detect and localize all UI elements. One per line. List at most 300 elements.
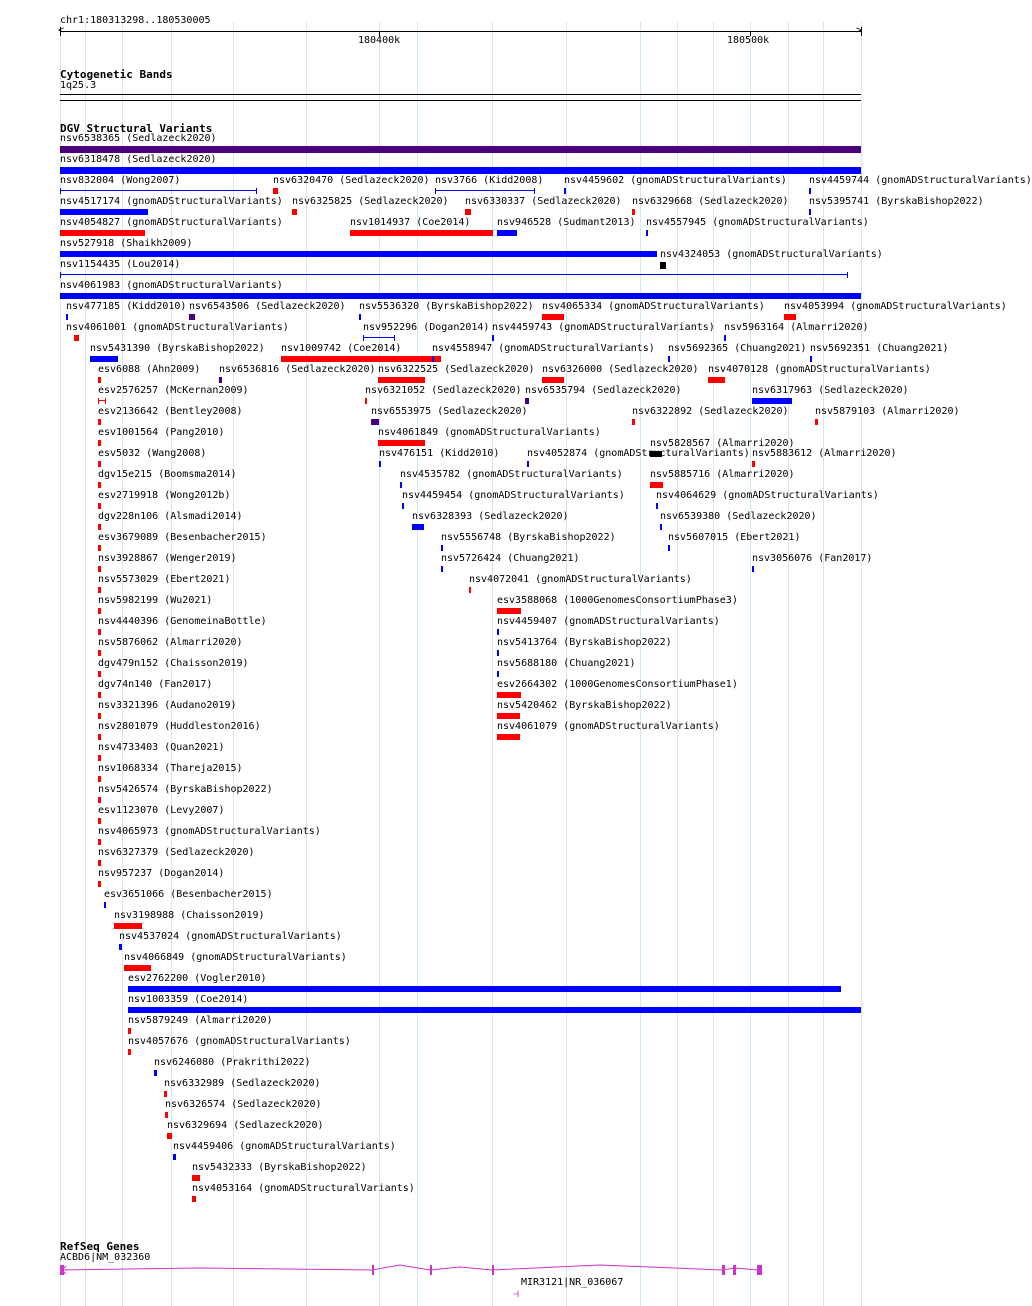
- variant-label[interactable]: nsv4459454 (gnomADStructuralVariants): [402, 490, 625, 501]
- variant-bar[interactable]: [542, 314, 564, 320]
- variant-study: gnomADStructuralVariants: [856, 301, 1001, 312]
- variant-label[interactable]: nsv4537024 (gnomADStructuralVariants): [119, 931, 342, 942]
- variant-bar[interactable]: [660, 524, 662, 530]
- variant-label[interactable]: nsv477185 (Kidd2010): [66, 301, 187, 312]
- variant-bar[interactable]: [668, 545, 670, 551]
- gene-exon: [372, 1265, 374, 1275]
- variant-bar[interactable]: [60, 167, 861, 174]
- variant-line-end: [847, 272, 848, 278]
- variant-label[interactable]: nsv6326574 (Sedlazeck2020): [165, 1099, 322, 1110]
- variant-study: gnomADStructuralVariants: [728, 490, 873, 501]
- variant-bar[interactable]: [98, 650, 101, 656]
- variant-label[interactable]: nsv4459407 (gnomADStructuralVariants): [497, 616, 720, 627]
- variant-study: Kidd2008: [489, 175, 538, 186]
- variant-label[interactable]: nsv5963164 (Almarri2020): [724, 322, 869, 333]
- variant-bar[interactable]: [359, 314, 361, 320]
- variant-label[interactable]: nsv5692365 (Chuang2021): [668, 343, 807, 354]
- gene-label[interactable]: ACBD6|NM_032360: [60, 1252, 151, 1263]
- variant-study: gnomADStructuralVariants: [132, 217, 277, 228]
- variant-line-end: [394, 335, 395, 341]
- variant-bar[interactable]: [98, 608, 101, 614]
- variant-label[interactable]: nsv5828567 (Almarri2020): [650, 438, 795, 449]
- ruler-arrow-left-icon: <: [58, 25, 65, 36]
- variant-id: nsv4535782: [400, 469, 461, 480]
- variant-bar[interactable]: [98, 482, 101, 488]
- variant-label[interactable]: nsv4070128 (gnomADStructuralVariants): [708, 364, 931, 375]
- variant-label[interactable]: esv2719918 (Wong2012b): [98, 490, 231, 501]
- variant-bar[interactable]: [90, 356, 118, 362]
- variant-bar[interactable]: [66, 314, 68, 320]
- variant-line[interactable]: [435, 190, 535, 191]
- variant-line-end: [363, 335, 364, 341]
- variant-bar[interactable]: [98, 797, 101, 803]
- variant-bar[interactable]: [815, 419, 818, 425]
- variant-label[interactable]: esv3679089 (Besenbacher2015): [98, 532, 267, 543]
- variant-id: nsv4440396: [98, 616, 159, 627]
- variant-label[interactable]: nsv5395741 (ByrskaBishop2022): [809, 196, 984, 207]
- variant-study: Almarri2020: [824, 448, 891, 459]
- variant-bar[interactable]: [497, 629, 499, 635]
- variant-bar[interactable]: [128, 1049, 131, 1055]
- variant-label[interactable]: nsv6328393 (Sedlazeck2020): [412, 511, 569, 522]
- variant-id: nsv832004: [60, 175, 115, 186]
- variant-bar[interactable]: [154, 1070, 157, 1076]
- variant-label[interactable]: nsv5876062 (Almarri2020): [98, 637, 243, 648]
- variant-bar[interactable]: [98, 377, 101, 383]
- variant-label[interactable]: nsv4733403 (Quan2021): [98, 742, 225, 753]
- variant-bar[interactable]: [60, 293, 861, 299]
- gene-exon: [430, 1265, 432, 1275]
- variant-label[interactable]: nsv3198988 (Chaisson2019): [114, 910, 265, 921]
- variant-id: nsv6553975: [371, 406, 432, 417]
- variant-bar[interactable]: [525, 398, 529, 404]
- variant-label[interactable]: nsv6317963 (Sedlazeck2020): [752, 385, 909, 396]
- variant-label[interactable]: nsv4061983 (gnomADStructuralVariants): [60, 280, 283, 291]
- variant-bar[interactable]: [497, 650, 499, 656]
- variant-label[interactable]: nsv5607015 (Ebert2021): [668, 532, 801, 543]
- variant-label[interactable]: nsv6329694 (Sedlazeck2020): [167, 1120, 324, 1131]
- variant-study: Almarri2020: [887, 406, 954, 417]
- variant-study: ByrskaBishop2022: [162, 343, 259, 354]
- variant-label[interactable]: esv1001564 (Pang2010): [98, 427, 225, 438]
- variant-bar[interactable]: [350, 230, 493, 236]
- variant-id: nsv6538365: [60, 133, 121, 144]
- variant-label[interactable]: nsv6246080 (Prakrithi2022): [154, 1057, 311, 1068]
- variant-label[interactable]: nsv4061001 (gnomADStructuralVariants): [66, 322, 289, 333]
- variant-label[interactable]: nsv4061849 (gnomADStructuralVariants): [378, 427, 601, 438]
- variant-bar[interactable]: [412, 524, 424, 530]
- variant-id: nsv477185: [66, 301, 121, 312]
- variant-label[interactable]: nsv6332989 (Sedlazeck2020): [164, 1078, 321, 1089]
- variant-label[interactable]: nsv5431390 (ByrskaBishop2022): [90, 343, 265, 354]
- variant-label[interactable]: nsv4440396 (GenomeinaBottle): [98, 616, 267, 627]
- variant-bar[interactable]: [810, 356, 812, 362]
- variant-bar[interactable]: [441, 566, 443, 572]
- variant-label[interactable]: nsv6320470 (Sedlazeck2020): [273, 175, 430, 186]
- variant-label[interactable]: nsv5426574 (ByrskaBishop2022): [98, 784, 273, 795]
- variant-bar[interactable]: [192, 1175, 200, 1181]
- variant-bar[interactable]: [60, 251, 657, 257]
- variant-study: gnomADStructuralVariants: [718, 217, 863, 228]
- variant-label[interactable]: esv3588068 (1000GenomesConsortiumPhase3): [497, 595, 738, 606]
- variant-bar[interactable]: [650, 482, 663, 488]
- variant-label[interactable]: nsv5726424 (Chuang2021): [441, 553, 580, 564]
- variant-id: nsv4065973: [98, 826, 159, 837]
- variant-bar[interactable]: [497, 671, 499, 677]
- variant-label[interactable]: nsv4459602 (gnomADStructuralVariants): [564, 175, 787, 186]
- variant-bar[interactable]: [400, 482, 402, 488]
- variant-bar[interactable]: [809, 188, 811, 194]
- variant-id: nsv6325825: [292, 196, 353, 207]
- variant-id: esv3588068: [497, 595, 558, 606]
- variant-id: nsv4733403: [98, 742, 159, 753]
- variant-id: esv3651066: [104, 889, 165, 900]
- variant-bar[interactable]: [784, 314, 796, 320]
- variant-label[interactable]: nsv1154435 (Lou2014): [60, 259, 181, 270]
- variant-label[interactable]: nsv4459743 (gnomADStructuralVariants): [492, 322, 715, 333]
- variant-label[interactable]: esv3651066 (Besenbacher2015): [104, 889, 273, 900]
- variant-label[interactable]: nsv4558947 (gnomADStructuralVariants): [432, 343, 655, 354]
- variant-bar[interactable]: [98, 671, 101, 677]
- variant-bar[interactable]: [173, 1154, 176, 1160]
- variant-id: esv2719918: [98, 490, 159, 501]
- gene-exon: [492, 1265, 494, 1275]
- variant-label[interactable]: nsv1009742 (Coe2014): [281, 343, 402, 354]
- variant-study: Ebert2021: [740, 532, 795, 543]
- variant-label[interactable]: nsv4065334 (gnomADStructuralVariants): [542, 301, 765, 312]
- variant-id: nsv5828567: [650, 438, 711, 449]
- variant-bar[interactable]: [98, 713, 101, 719]
- variant-bar[interactable]: [752, 566, 754, 572]
- variant-label[interactable]: nsv6539380 (Sedlazeck2020): [660, 511, 817, 522]
- variant-label[interactable]: esv6088 (Ahn2009): [98, 364, 201, 375]
- variant-study: gnomADStructuralVariants: [636, 175, 781, 186]
- variant-bar[interactable]: [273, 188, 278, 194]
- variant-label[interactable]: nsv5420462 (ByrskaBishop2022): [497, 700, 672, 711]
- variant-id: nsv5688180: [497, 658, 558, 669]
- variant-bar[interactable]: [292, 209, 297, 215]
- variant-label[interactable]: nsv832004 (Wong2007): [60, 175, 181, 186]
- variant-label[interactable]: nsv3928867 (Wenger2019): [98, 553, 237, 564]
- variant-id: nsv5876062: [98, 637, 159, 648]
- variant-bar[interactable]: [167, 1133, 172, 1139]
- variant-label[interactable]: nsv6322525 (Sedlazeck2020): [378, 364, 535, 375]
- variant-bar[interactable]: [98, 461, 101, 467]
- variant-study: 1000GenomesConsortiumPhase3: [569, 595, 732, 606]
- variant-bar[interactable]: [378, 377, 425, 383]
- variant-study: gnomADStructuralVariants: [264, 1183, 409, 1194]
- variant-study: gnomADStructuralVariants: [200, 1036, 345, 1047]
- variant-study: Sedlazeck2020: [132, 133, 211, 144]
- variant-bar[interactable]: [98, 881, 101, 887]
- variant-bar[interactable]: [564, 188, 566, 194]
- variant-label[interactable]: nsv4053994 (gnomADStructuralVariants): [784, 301, 1007, 312]
- variant-label[interactable]: nsv4535782 (gnomADStructuralVariants): [400, 469, 623, 480]
- variant-id: nsv4064629: [656, 490, 717, 501]
- variant-study: Sedlazeck2020: [291, 364, 370, 375]
- gene-exon: [733, 1265, 736, 1275]
- variant-label[interactable]: nsv5413764 (ByrskaBishop2022): [497, 637, 672, 648]
- variant-label[interactable]: nsv6536816 (Sedlazeck2020): [219, 364, 376, 375]
- variant-bar[interactable]: [656, 503, 658, 509]
- variant-label[interactable]: nsv6535794 (Sedlazeck2020): [525, 385, 682, 396]
- variant-label[interactable]: nsv6325825 (Sedlazeck2020): [292, 196, 449, 207]
- variant-bar[interactable]: [527, 461, 529, 467]
- variant-label[interactable]: nsv6330337 (Sedlazeck2020): [465, 196, 622, 207]
- variant-bar[interactable]: [98, 545, 101, 551]
- cytoband-label[interactable]: 1q25.3: [60, 80, 97, 91]
- variant-id: nsv5556748: [441, 532, 502, 543]
- variant-label[interactable]: nsv4053164 (gnomADStructuralVariants): [192, 1183, 415, 1194]
- variant-label[interactable]: dgv479n152 (Chaisson2019): [98, 658, 249, 669]
- variant-id: nsv5692351: [810, 343, 871, 354]
- variant-label[interactable]: nsv5885716 (Almarri2020): [650, 469, 795, 480]
- variant-study: ByrskaBishop2022: [881, 196, 978, 207]
- variant-bar[interactable]: [119, 944, 122, 950]
- variant-bar[interactable]: [98, 440, 101, 446]
- variant-bar[interactable]: [98, 839, 101, 845]
- variant-bar[interactable]: [379, 461, 381, 467]
- variant-label[interactable]: nsv4065973 (gnomADStructuralVariants): [98, 826, 321, 837]
- variant-label[interactable]: nsv4061079 (gnomADStructuralVariants): [497, 721, 720, 732]
- variant-id: nsv4065334: [542, 301, 603, 312]
- variant-id: nsv5982199: [98, 595, 159, 606]
- variant-study: ByrskaBishop2022: [431, 301, 528, 312]
- variant-label[interactable]: nsv1003359 (Coe2014): [128, 994, 249, 1005]
- variant-bar[interactable]: [371, 419, 379, 425]
- variant-label[interactable]: nsv476151 (Kidd2010): [379, 448, 500, 459]
- variant-bar[interactable]: [98, 755, 101, 761]
- variant-id: nsv5536320: [359, 301, 420, 312]
- variant-line[interactable]: [60, 274, 848, 275]
- variant-bar[interactable]: [98, 818, 101, 824]
- variant-label[interactable]: nsv5573029 (Ebert2021): [98, 574, 231, 585]
- variant-id: nsv6317963: [752, 385, 813, 396]
- variant-label[interactable]: nsv5883612 (Almarri2020): [752, 448, 897, 459]
- variant-bar[interactable]: [497, 734, 520, 740]
- variant-study: gnomADStructuralVariants: [881, 175, 1026, 186]
- grid-line: [640, 22, 641, 1306]
- variant-label[interactable]: nsv5982199 (Wu2021): [98, 595, 213, 606]
- variant-bar[interactable]: [98, 524, 101, 530]
- gene-intron-line: [60, 1265, 758, 1270]
- variant-bar[interactable]: [497, 608, 521, 614]
- variant-id: nsv4557945: [646, 217, 707, 228]
- variant-id: nsv4072041: [469, 574, 530, 585]
- variant-id: nsv4459743: [492, 322, 553, 333]
- variant-bar[interactable]: [60, 209, 148, 215]
- variant-bar[interactable]: [497, 713, 520, 719]
- variant-bar[interactable]: [432, 356, 434, 362]
- variant-bar[interactable]: [98, 419, 101, 425]
- variant-label[interactable]: nsv5536320 (ByrskaBishop2022): [359, 301, 534, 312]
- variant-study: Almarri2020: [200, 1015, 267, 1026]
- variant-bar[interactable]: [492, 335, 494, 341]
- variant-label[interactable]: nsv1014937 (Coe2014): [350, 217, 471, 228]
- variant-bar[interactable]: [465, 209, 471, 215]
- variant-bar[interactable]: [660, 262, 666, 269]
- variant-bar[interactable]: [164, 1091, 167, 1097]
- variant-study: Sedlazeck2020: [704, 196, 783, 207]
- variant-label[interactable]: nsv946528 (Sudmant2013): [497, 217, 636, 228]
- variant-id: nsv4537024: [119, 931, 180, 942]
- variant-bar[interactable]: [668, 356, 670, 362]
- variant-label[interactable]: nsv6538365 (Sedlazeck2020): [60, 133, 217, 144]
- mir-strand-arrow-icon[interactable]: ⊣: [513, 1289, 520, 1300]
- variant-id: dgv74n140: [98, 679, 153, 690]
- variant-bar[interactable]: [98, 566, 101, 572]
- variant-bar[interactable]: [128, 1007, 861, 1013]
- variant-bar[interactable]: [74, 335, 79, 341]
- variant-bar[interactable]: [104, 902, 106, 908]
- variant-bar[interactable]: [632, 419, 635, 425]
- gene-label[interactable]: MIR3121|NR_036067: [521, 1277, 624, 1288]
- variant-label[interactable]: nsv4459744 (gnomADStructuralVariants): [809, 175, 1032, 186]
- variant-study: Sedlazeck2020: [614, 364, 693, 375]
- variant-bar[interactable]: [646, 230, 648, 236]
- variant-label[interactable]: nsv5879103 (Almarri2020): [815, 406, 960, 417]
- variant-bar[interactable]: [708, 377, 725, 383]
- variant-id: nsv6328393: [412, 511, 473, 522]
- variant-study: Chuang2021: [740, 343, 801, 354]
- gene-model-acbd6[interactable]: [0, 1256, 890, 1286]
- variant-bar[interactable]: [128, 1028, 131, 1034]
- variant-label[interactable]: nsv5879249 (Almarri2020): [128, 1015, 273, 1026]
- variant-line[interactable]: [60, 190, 257, 191]
- variant-id: nsv4459454: [402, 490, 463, 501]
- variant-label[interactable]: dgv15e215 (Boomsma2014): [98, 469, 237, 480]
- variant-label[interactable]: nsv3321396 (Audano2019): [98, 700, 237, 711]
- variant-label[interactable]: esv2136642 (Bentley2008): [98, 406, 243, 417]
- variant-id: nsv5573029: [98, 574, 159, 585]
- variant-label[interactable]: esv5032 (Wang2008): [98, 448, 207, 459]
- variant-bar[interactable]: [98, 734, 101, 740]
- variant-study: ByrskaBishop2022: [513, 532, 610, 543]
- variant-label[interactable]: nsv952296 (Dogan2014): [363, 322, 490, 333]
- variant-bar[interactable]: [98, 692, 101, 698]
- variant-label[interactable]: nsv4557945 (gnomADStructuralVariants): [646, 217, 869, 228]
- variant-bar[interactable]: [98, 776, 101, 782]
- variant-line-end: [98, 398, 99, 404]
- variant-label[interactable]: esv2762200 (Vogler2010): [128, 973, 267, 984]
- variant-label[interactable]: nsv5692351 (Chuang2021): [810, 343, 949, 354]
- variant-bar[interactable]: [192, 1196, 196, 1202]
- variant-label[interactable]: dgv228n106 (Alsmadi2014): [98, 511, 243, 522]
- variant-label[interactable]: nsv4057676 (gnomADStructuralVariants): [128, 1036, 351, 1047]
- variant-id: nsv5431390: [90, 343, 151, 354]
- variant-label[interactable]: nsv6543506 (Sedlazeck2020): [189, 301, 346, 312]
- variant-bar[interactable]: [809, 209, 811, 215]
- variant-id: nsv957237: [98, 868, 153, 879]
- variant-line-end: [60, 188, 61, 194]
- variant-label[interactable]: nsv4517174 (gnomADStructuralVariants): [60, 196, 283, 207]
- variant-bar[interactable]: [378, 440, 425, 446]
- variant-label[interactable]: nsv6318478 (Sedlazeck2020): [60, 154, 217, 165]
- variant-bar[interactable]: [497, 692, 521, 698]
- variant-label[interactable]: esv1123070 (Levy2007): [98, 805, 225, 816]
- variant-id: esv1001564: [98, 427, 159, 438]
- variant-label[interactable]: nsv4052874 (gnomADStructuralVariants): [527, 448, 750, 459]
- variant-bar[interactable]: [114, 923, 142, 929]
- variant-label[interactable]: nsv527918 (Shaikh2009): [60, 238, 193, 249]
- grid-line: [306, 22, 307, 1306]
- variant-id: nsv6326000: [542, 364, 603, 375]
- variant-bar[interactable]: [752, 398, 792, 404]
- cytoband-bar-bottom: [60, 100, 861, 101]
- variant-label[interactable]: nsv4072041 (gnomADStructuralVariants): [469, 574, 692, 585]
- variant-bar[interactable]: [219, 377, 222, 383]
- variant-label[interactable]: esv2576257 (McKernan2009): [98, 385, 249, 396]
- variant-label[interactable]: nsv6329668 (Sedlazeck2020): [632, 196, 789, 207]
- variant-label[interactable]: nsv5688180 (Chuang2021): [497, 658, 636, 669]
- variant-bar[interactable]: [128, 986, 841, 992]
- variant-bar[interactable]: [469, 587, 471, 593]
- variant-id: esv5032: [98, 448, 141, 459]
- variant-label[interactable]: nsv4054827 (gnomADStructuralVariants): [60, 217, 283, 228]
- variant-label[interactable]: nsv6321052 (Sedlazeck2020): [365, 385, 522, 396]
- variant-label[interactable]: nsv4459406 (gnomADStructuralVariants): [173, 1141, 396, 1152]
- variant-label[interactable]: nsv6553975 (Sedlazeck2020): [371, 406, 528, 417]
- variant-id: nsv4558947: [432, 343, 493, 354]
- variant-bar[interactable]: [98, 629, 101, 635]
- variant-label[interactable]: nsv957237 (Dogan2014): [98, 868, 225, 879]
- variant-bar[interactable]: [60, 146, 861, 153]
- variant-label[interactable]: nsv4064629 (gnomADStructuralVariants): [656, 490, 879, 501]
- variant-id: dgv228n106: [98, 511, 159, 522]
- variant-label[interactable]: nsv4324053 (gnomADStructuralVariants): [660, 249, 883, 260]
- variant-label[interactable]: nsv3766 (Kidd2008): [435, 175, 544, 186]
- variant-study: Fan2017: [164, 679, 207, 690]
- variant-line[interactable]: [363, 337, 395, 338]
- variant-bar[interactable]: [124, 965, 151, 971]
- variant-bar[interactable]: [281, 356, 441, 362]
- variant-bar[interactable]: [60, 230, 145, 236]
- variant-bar[interactable]: [441, 545, 443, 551]
- variant-label[interactable]: nsv3056076 (Fan2017): [752, 553, 873, 564]
- variant-bar[interactable]: [365, 398, 367, 404]
- variant-bar[interactable]: [752, 461, 755, 467]
- variant-label[interactable]: esv2664302 (1000GenomesConsortiumPhase1): [497, 679, 738, 690]
- variant-study: Chuang2021: [882, 343, 943, 354]
- variant-label[interactable]: dgv74n140 (Fan2017): [98, 679, 213, 690]
- variant-bar[interactable]: [165, 1112, 168, 1118]
- variant-id: nsv3056076: [752, 553, 813, 564]
- variant-bar[interactable]: [98, 860, 101, 866]
- variant-bar[interactable]: [632, 209, 635, 215]
- variant-bar[interactable]: [724, 335, 726, 341]
- variant-label[interactable]: nsv2801079 (Huddleston2016): [98, 721, 261, 732]
- variant-study: Alsmadi2014: [170, 511, 237, 522]
- variant-label[interactable]: nsv1068334 (Thareja2015): [98, 763, 243, 774]
- variant-bar[interactable]: [189, 314, 195, 320]
- variant-id: nsv6329694: [167, 1120, 228, 1131]
- variant-label[interactable]: nsv4066849 (gnomADStructuralVariants): [124, 952, 347, 963]
- variant-study: Chuang2021: [513, 553, 574, 564]
- variant-label[interactable]: nsv6326000 (Sedlazeck2020): [542, 364, 699, 375]
- variant-bar[interactable]: [402, 503, 404, 509]
- variant-label[interactable]: nsv6322892 (Sedlazeck2020): [632, 406, 789, 417]
- variant-bar[interactable]: [542, 377, 564, 383]
- variant-bar[interactable]: [98, 587, 101, 593]
- variant-id: nsv6329668: [632, 196, 693, 207]
- variant-label[interactable]: nsv5432333 (ByrskaBishop2022): [192, 1162, 367, 1173]
- variant-label[interactable]: nsv6327379 (Sedlazeck2020): [98, 847, 255, 858]
- variant-id: nsv1014937: [350, 217, 411, 228]
- variant-bar[interactable]: [497, 230, 517, 236]
- variant-study: Coe2014: [353, 343, 396, 354]
- variant-bar[interactable]: [98, 503, 101, 509]
- variant-label[interactable]: nsv5556748 (ByrskaBishop2022): [441, 532, 616, 543]
